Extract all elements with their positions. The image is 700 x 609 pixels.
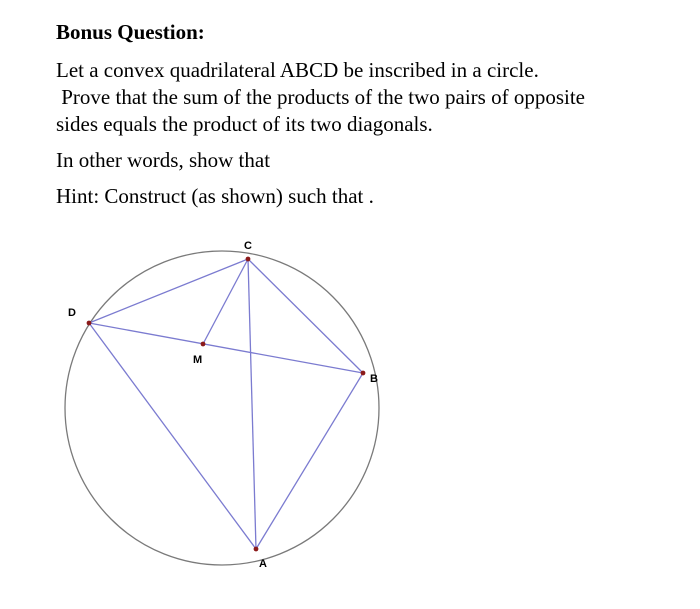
segment-dc (89, 259, 248, 323)
point-m (201, 342, 206, 347)
hint-text: Hint: Construct (as shown) such that . (56, 184, 374, 208)
diagonal-ac (248, 259, 256, 549)
problem-line-2: Prove that the sum of the products of the two pairs of opposite (56, 85, 585, 109)
restatement-text: In other words, show that (56, 148, 271, 172)
segment-ba (256, 373, 363, 549)
point-d (87, 321, 92, 326)
segment-cm (203, 259, 248, 344)
label-m: M (193, 354, 203, 366)
problem-line-3: sides equals the product of its two diagonals. (56, 112, 433, 136)
label-a: A (259, 558, 267, 570)
segments (89, 259, 363, 549)
point-a (254, 547, 259, 552)
segment-cb (248, 259, 363, 373)
point-c (246, 257, 251, 262)
diagonal-db (89, 323, 363, 373)
circumscribed-circle (65, 251, 379, 565)
label-c: C (244, 240, 252, 252)
segment-ad (89, 323, 256, 549)
label-d: D (68, 307, 76, 319)
problem-line-1: Let a convex quadrilateral ABCD be inscribed in a circle. (56, 58, 539, 82)
point-b (361, 371, 366, 376)
bonus-question-heading: Bonus Question: (56, 20, 205, 44)
label-b: B (370, 373, 378, 385)
